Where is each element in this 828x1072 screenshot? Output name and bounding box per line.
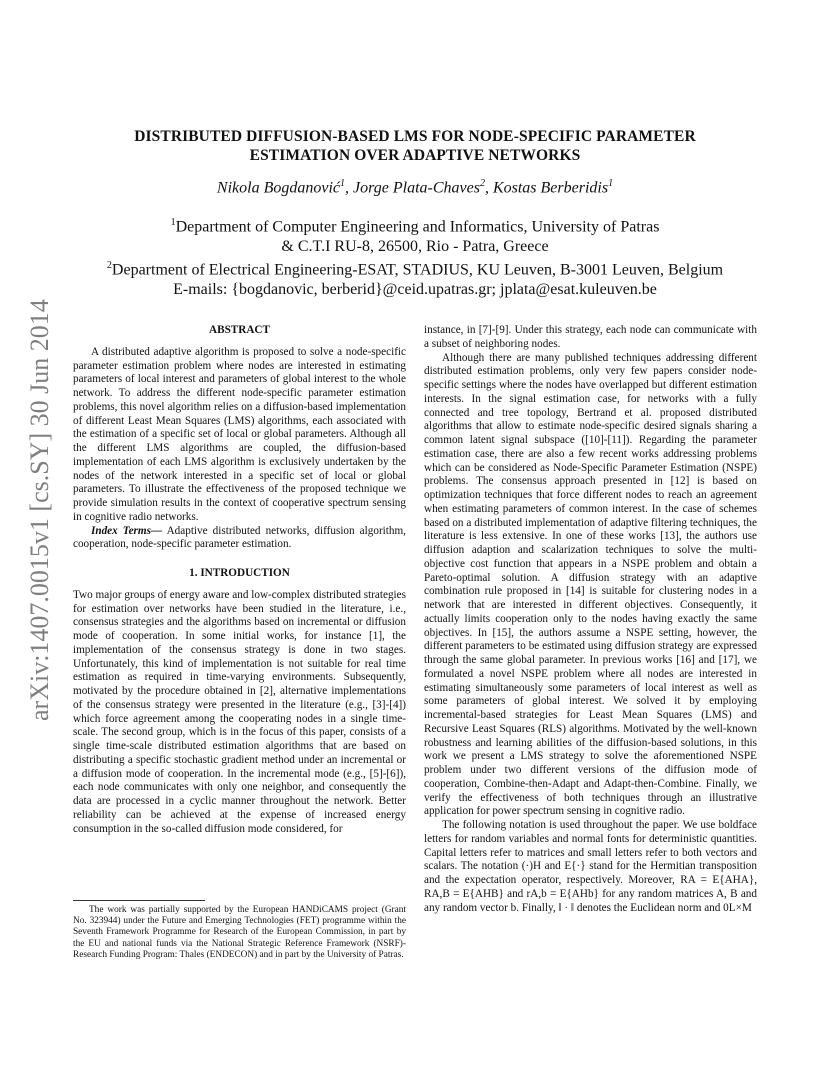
author-affiliation-mark: 2 <box>479 178 485 189</box>
affiliation-line <box>80 256 750 280</box>
author-list: Nikola Bogdanović$^1$, Jorge Plata-Chaves$^2$, Kostas Berberidis$^1$ <box>216 178 614 197</box>
intro-paragraph-1-continued: instance, in [7]-[9]. Under this strategy, each node can communicate with a subset of neighboring nodes. <box>424 324 757 350</box>
affiliation-text: & C.T.I RU-8, 26500, Rio - Patra, Greece <box>281 237 549 255</box>
author-name: Jorge Plata-Chaves <box>353 179 480 197</box>
footnote-text: The work was partially supported by the European HANDiCAMS project (Grant No. 323944) under the Future and Emerging Technologies (FET) programme within the Seventh Framework Programme for Research of the European Commission, in part by the EU and national funds via the National Strategic Reference Framework (NSRF)- Research Funding Program: Thales (ENDECON) and in part by the University of Patras. <box>73 905 406 960</box>
index-terms-text: Adaptive distributed networks, diffusion algorithm, cooperation, node-specific parameter estimation. <box>73 524 406 551</box>
right-column <box>424 324 757 915</box>
notation-paragraph: The following notation is used throughout the paper. We use boldface letters for random variables and normal fonts for deterministic quantities. Capital letters refer to matrices and small letters refer to both vectors and scalars. The notation (·)H and E{·} stand for the Hermitian transposition and the expectation operator, respectively. Moreover, RA = E{AHA}, RA,B = E{AHB} and rA,b = E{AHb} for any random matrices A, B and any random vector b. Finally, ‖ · ‖ denotes the Euclidean norm and 0L×M <box>424 819 757 914</box>
author-name: Nikola Bogdanović <box>216 179 341 197</box>
affiliation-mark: 1 <box>170 217 176 228</box>
introduction-heading: 1. INTRODUCTION <box>189 567 290 579</box>
funding-footnote <box>73 905 406 961</box>
arxiv-stamp: arXiv:1407.0015v1 [cs.SY] 30 Jun 2014 <box>25 299 54 721</box>
index-terms <box>73 525 406 553</box>
index-terms-label: Index Terms— <box>91 524 163 537</box>
author-affiliation-mark: 1 <box>608 178 614 189</box>
affiliation-line <box>80 213 750 237</box>
author-name: Kostas Berberidis <box>492 179 609 197</box>
affiliation-mark: 2 <box>106 260 112 272</box>
affiliation-text: Department of Electrical Engineering-ESAT, STADIUS, KU Leuven, B-3001 Leuven, Belgium <box>111 261 724 279</box>
affiliation-line <box>80 237 750 257</box>
intro-paragraph-2: Although there are many published techniques addressing different distributed estimation problems, only very few papers consider node-specific settings where the nodes have overlapped but different estimation interests. In the signal estimation case, for networks with a fully connected and tree topology, Bertrand et al. proposed distributed algorithms that allow to estimate node-specific desired signals sharing a common latent signal subspace ([10]-[11]). Regarding the parameter estimation case, there are also a few recent works addressing problems which can be considered as Node-Specific Parameter Estimation (NSPE) problems. The consensus approach presented in [12] is based on optimization techniques that force different nodes to reach an agreement when estimating parameters of common interest. In the case of schemes based on a distributed implementation of adaptive filtering techniques, the literature is less extensive. In one of these works [13], the authors use diffusion adaption and scalarization techniques to solve the multi-objective cost function that appears in a NSPE problem and obtain a Pareto-optimal solution. A diffusion strategy with an adaptive combination rule proposed in [14] is suitable for clustering nodes in a network that are interested in different objectives. Consequently, it actually limits cooperation only to the nodes having exactly the same objectives. In [15], the authors assume a NSPE setting, however, the different parameters to be estimated using diffusion strategy are expressed through the same global parameter. In previous works [16] and [17], we formulated a novel NSPE problem where all nodes are interested in estimating simultaneously some parameters of local interest as well as some parameters of global interest. We solved it by employing incremental-based strategies for Least Mean Squares (LMS) and Recursive Least Squares (RLS) algorithms. Motivated by the well-known robustness and learning abilities of the diffusion-based solutions, in this work we present a LMS strategy to solve the aforementioned NSPE problem under two different versions of the diffusion mode of cooperation, Combine-then-Adapt and Adapt-then-Combine. Finally, we verify the effectiveness of both techniques through an illustrative application for power spectrum sensing in cognitive radio. <box>424 351 757 818</box>
author-affiliation-mark: 1 <box>340 178 346 189</box>
intro-paragraph-1: Two major groups of energy aware and low-complex distributed strategies for estimation over networks have been studied in the literature, i.e., consensus strategies and the algorithms based on incremental or diffusion mode of cooperation. In some initial works, for instance [1], the implementation of the consensus strategy is done in two stages. Unfortunately, this kind of implementation is not suitable for real time estimation as required in time-varying environments. Subsequently, motivated by the procedure obtained in [2], alternative implementations of the consensus strategy were presented in the literature (e.g., [3]-[4]) which force agreement among the cooperating nodes in a single time-scale. The second group, which is in the focus of this paper, consists of a single time-scale distributed estimation algorithms that are based on distributing a specific stochastic gradient method under an incremental or a diffusion mode of cooperation. In the incremental mode (e.g., [5]-[6]), each node communicates with only one neighbor, and consequently the data are processed in a cyclic manner throughout the network. Better reliability can be achieved at the expense of increased energy consumption in the so-called diffusion mode considered, for <box>73 588 406 835</box>
abstract-text: A distributed adaptive algorithm is proposed to solve a node-specific parameter estimation problem where nodes are interested in estimating parameters of local interest and parameters of global interest to the whole network. To address the different node-specific parameter estimation problems, this novel algorithm relies on a diffusion-based implementation of different Least Mean Squares (LMS) algorithms, each associated with the estimation of a specific set of local or global parameters. Although all the different LMS algorithms are coupled, the diffusion-based implementation of each LMS algorithm is exclusively undertaken by the nodes of the network interested in a specific set of local or global parameters. To illustrate the effectiveness of the proposed technique we provide simulation results in the context of cooperative spectrum sensing in cognitive radio networks. <box>73 345 406 523</box>
emails: E-mails: {bogdanovic, berberid}@ceid.upatras.gr; jplata@esat.kuleuven.be <box>173 281 657 299</box>
affiliations <box>80 213 750 300</box>
abstract-heading: ABSTRACT <box>209 324 270 336</box>
footnote-rule <box>73 900 205 901</box>
paper-title: DISTRIBUTED DIFFUSION-BASED LMS FOR NODE-SPECIFIC PARAMETER ESTIMATION OVER ADAPTIVE NETWORKS <box>134 128 696 164</box>
left-column <box>73 324 406 836</box>
affiliation-text: Department of Computer Engineering and Informatics, University of Patras <box>175 218 660 236</box>
